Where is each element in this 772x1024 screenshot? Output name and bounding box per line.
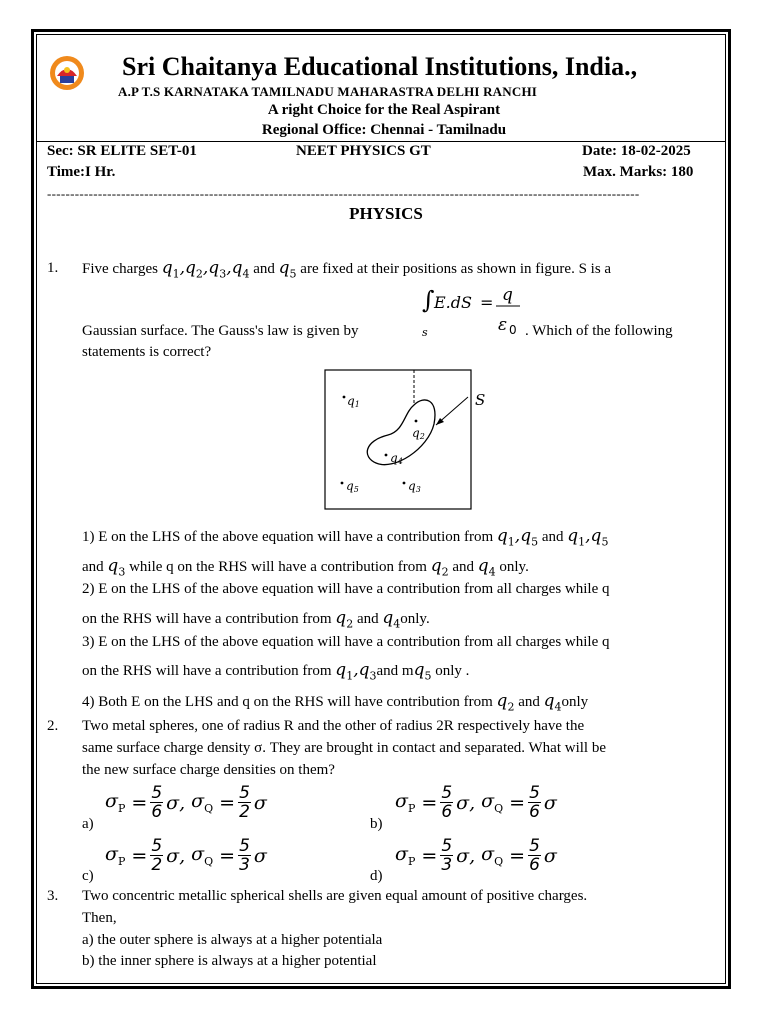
q3-number: 3. (47, 888, 59, 904)
dashed-separator: -------------------------------------------------------------------------------------------------------------------------------- (47, 186, 640, 201)
q2-d-q-den: 6 (529, 855, 540, 875)
svg-text:q: q (502, 285, 513, 305)
states-list: A.P T.S KARNATAKA TAMILNADU MAHARASTRA DELHI RANCHI (118, 84, 538, 99)
q1-opt3-math-a: $q_1,q_3$ (335, 660, 377, 683)
q2-line-3: the new surface charge densities on them? (82, 762, 335, 778)
s-label: S (475, 391, 486, 409)
q1-line-1 (82, 255, 611, 287)
gaussian-surface-curve (367, 400, 435, 465)
figure-q2-label: q2 (412, 426, 425, 441)
svg-text:0: 0 (509, 323, 517, 337)
q2-option-d-label: d) (370, 868, 383, 884)
q1-option-2-line-1: 2) E on the LHS of the above equation will have a contribution from all charges while q (82, 581, 610, 597)
q1-opt1-math-b: $q_1,q_5$ (567, 526, 609, 549)
q1-text-c: Gaussian surface. The Gauss's law is given by (82, 323, 359, 339)
q1-opt3-only: only . (435, 663, 470, 679)
institution-title: Sri Chaitanya Educational Institutions, India., (122, 52, 638, 81)
gaussian-surface-figure (324, 369, 486, 511)
exam-title: NEET PHYSICS GT (296, 143, 431, 159)
q1-opt1-math-a: $q_1,q_5$ (496, 526, 539, 549)
q1-option-3-line-2 (82, 660, 469, 682)
q3-line-2: Then, (82, 910, 117, 926)
regional-office: Regional Office: Chennai - Tamilnadu (261, 122, 507, 138)
institution-logo-icon (48, 54, 86, 92)
q2-a-p-den: 6 (151, 802, 163, 822)
q2-d-p-den: 3 (441, 855, 453, 875)
gauss-law-equation (416, 284, 526, 340)
q1-opt3-and-m: and m (376, 663, 414, 679)
q1-opt2-only: only. (400, 611, 430, 627)
svg-text:∫: ∫ (422, 286, 435, 314)
q2-option-b-equation: $\sigma_P$ = $\frac{5}{6}$ σ, $\sigma_Q$ = $\frac{5}{6}$ σ (395, 783, 557, 822)
q2-c-q-den: 3 (239, 855, 250, 875)
q1-opt1-only: only. (499, 559, 529, 575)
q2-d-q-num: 5 (529, 836, 540, 856)
q1-option-4 (82, 691, 588, 713)
q1-and: and (253, 261, 275, 277)
subject-heading: PHYSICS (349, 204, 423, 223)
q1-opt4-math-b: $q_4$ (543, 691, 562, 714)
q2-b-p-num: 5 (441, 783, 453, 803)
q1-text-d: . Which of the following (525, 323, 673, 339)
q1-opt1-and-2: and (82, 559, 104, 575)
q1-option-3-line-1: 3) E on the LHS of the above equation will have a contribution from all charges while q (82, 634, 610, 650)
q2-option-a-label: a) (82, 816, 94, 832)
exam-date: Date: 18-02-2025 (582, 143, 691, 159)
q1-opt1-and-3: and (452, 559, 474, 575)
q3-option-b: b) the inner sphere is always at a higher potential (82, 953, 377, 969)
q1-text-a: Five charges (82, 261, 158, 277)
q1-opt1-math-c: $q_3$ (107, 556, 126, 579)
q1-opt1-text-c: while q on the RHS will have a contribution from (129, 559, 427, 575)
q1-number: 1. (47, 260, 59, 276)
exam-time: Time:I Hr. (47, 164, 116, 180)
q1-opt1-text-a: 1) E on the LHS of the above equation will have a contribution from (82, 529, 494, 545)
q2-c-p-num: 5 (151, 836, 163, 856)
q2-line-1: Two metal spheres, one of radius R and the other of radius 2R respectively have the (82, 718, 585, 734)
svg-text:E.dS: E.dS (434, 293, 472, 312)
q2-line-2: same surface charge density σ. They are brought in contact and separated. What will be (82, 740, 606, 756)
q2-option-a-equation: $\sigma_P$ = $\frac{5}{6}$ σ, $\sigma_Q$ = $\frac{5}{2}$ σ (105, 783, 267, 822)
tagline: A right Choice for the Real Aspirant (267, 102, 501, 118)
figure-q5-label: q5 (346, 479, 359, 494)
q1-opt2-and: and (356, 611, 379, 627)
svg-text:ε: ε (498, 315, 508, 335)
q2-a-q-den: 2 (239, 802, 250, 822)
q1-text-e: statements is correct? (82, 344, 212, 360)
q1-opt4-and: and (518, 694, 540, 710)
q1-opt3-math-b: $q_5$ (413, 660, 432, 683)
q1-opt1-and: and (541, 529, 564, 545)
q1-opt4-text-a: 4) Both E on the LHS and q on the RHS will have contribution from (82, 694, 493, 710)
section-label: Sec: SR ELITE SET-01 (47, 143, 197, 159)
header-divider (37, 141, 725, 142)
q2-option-b-label: b) (370, 816, 383, 832)
q2-d-p-num: 5 (441, 836, 453, 856)
q2-option-c-equation: $\sigma_P$ = $\frac{5}{2}$ σ, $\sigma_Q$ = $\frac{5}{3}$ σ (105, 836, 267, 875)
q1-opt2-math-b: $q_4$ (382, 608, 401, 631)
q2-b-q-num: 5 (529, 783, 540, 803)
q1-opt2-text-b: on the RHS will have a contribution from (82, 611, 332, 627)
figure-q3-label: q3 (408, 479, 421, 494)
svg-text:=: = (480, 293, 494, 312)
q2-option-c-label: c) (82, 868, 94, 884)
q2-option-d-equation: $\sigma_P$ = $\frac{5}{3}$ σ, $\sigma_Q$ = $\frac{5}{6}$ σ (395, 836, 557, 875)
q1-option-1-line-2 (82, 556, 529, 578)
q1-opt1-math-d: $q_2$ (430, 556, 449, 579)
q2-c-p-den: 2 (151, 855, 163, 875)
q1-option-1-line-1 (82, 526, 608, 548)
max-marks: Max. Marks: 180 (583, 164, 694, 180)
q1-opt4-only: only (561, 694, 589, 710)
q2-c-q-num: 5 (239, 836, 250, 856)
q1-opt3-text-b: on the RHS will have a contribution from (82, 663, 332, 679)
q1-opt2-math-a: $q_2$ (335, 608, 354, 631)
figure-q1-label: q1 (347, 394, 360, 409)
figure-q4-label: q4 (390, 451, 403, 466)
q1-opt4-math-a: $q_2$ (496, 691, 515, 714)
q2-a-p-num: 5 (151, 783, 163, 803)
q2-b-p-den: 6 (441, 802, 453, 822)
q1-q5-math: $q_5$ (278, 258, 297, 281)
svg-text:s: s (422, 326, 428, 339)
q2-b-q-den: 6 (529, 802, 540, 822)
q2-a-q-num: 5 (239, 783, 250, 803)
q1-option-2-line-2 (82, 608, 430, 630)
q3-line-1: Two concentric metallic spherical shells are given equal amount of positive charges. (82, 888, 588, 904)
q2-number: 2. (47, 718, 59, 734)
q3-option-a: a) the outer sphere is always at a higher potentiala (82, 932, 383, 948)
q1-text-b: are fixed at their positions as shown in figure. S is a (300, 261, 612, 277)
q1-opt1-math-e: $q_4$ (477, 556, 496, 579)
q1-charges-math: $q_1,q_2,q_3,q_4$ (161, 258, 250, 281)
